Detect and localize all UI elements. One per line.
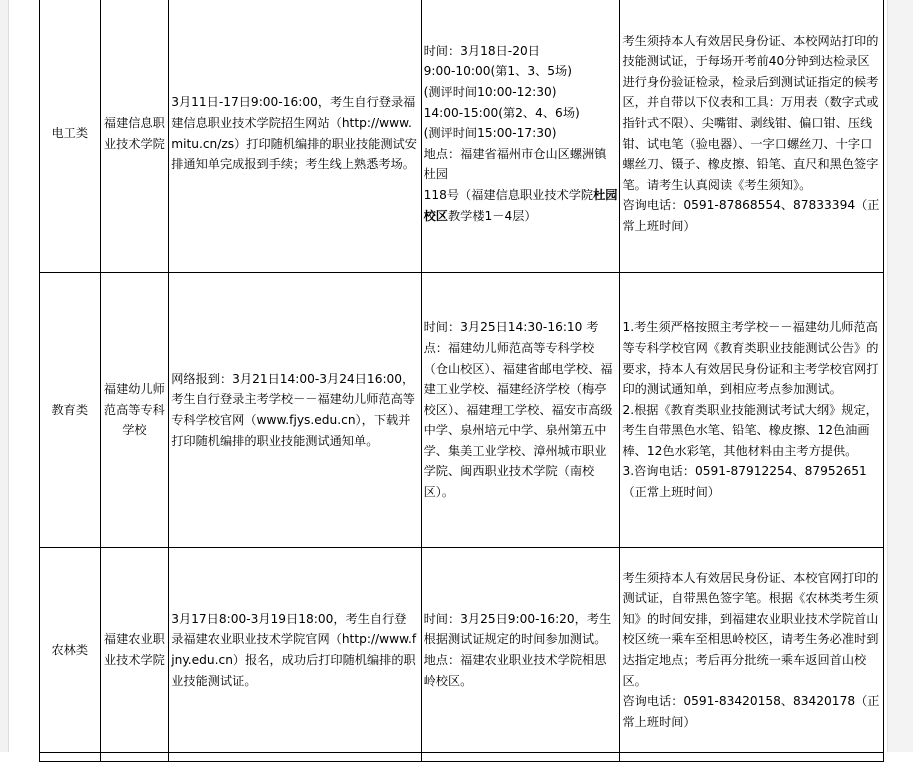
test-time-place-cell <box>421 0 620 273</box>
test-time-place-cell: 时间：3月25日9:00-16:20，考生根据测试证规定的时间参加测试。 地点：福建农业职业技术学院相思岭校区。 <box>421 548 620 753</box>
notes-text: 考生须持本人有效居民身份证、本校官网打印的测试证，自带黑色签字笔。根据《农林类考生须知》的时间安排，到福建农业职业技术学院首山校区统一乘车至相思岭校区，请考生务必准时到达指定地点；考后再分批统一乘车返回首山校区。 <box>622 570 879 688</box>
category-cell: 教育类 <box>40 273 101 548</box>
test-line: (测评时间10:00-12:30) <box>423 85 557 100</box>
table-row <box>40 548 884 753</box>
table-row <box>40 0 884 273</box>
test-line: 时间：3月18日-20日 <box>423 43 540 58</box>
registration-cell: 3月11日-17日9:00-16:00，考生自行登录福建信息职业技术学院招生网站（http://www.mitu.cn/zs）打印随机编排的职业技能测试安排通知单完成报到手续；考生线上熟悉考场。 <box>169 0 421 273</box>
registration-cell: 网络报到：3月21日14:00-3月24日16:00，考生自行登录主考学校－－福建幼儿师范高等专科学校官网（www.fjys.edu.cn），下载并打印随机编排的职业技能测试通知单。 <box>169 273 421 548</box>
notes-item: 1.考生须严格按照主考学校－－福建幼儿师范高等专科学校官网《教育类职业技能测试公告》的要求，持本人有效居民身份证和主考学校官网打印的测试通知单，到相应考点参加测试。 <box>622 320 879 397</box>
empty-cell <box>40 753 101 762</box>
school-cell: 福建信息职业技术学院 <box>100 0 169 273</box>
phone-text: 咨询电话：0591-87868554、87833394（正常上班时间） <box>622 198 880 233</box>
notes-item-tail: （正常上班时间） <box>622 485 720 500</box>
table-row <box>40 273 884 548</box>
campus-name-bold: 杜园校区 <box>423 187 618 223</box>
notes-cell <box>620 548 884 753</box>
registration-cell: 3月17日8:00-3月19日18:00，考生自行登录福建农业职业技术学院官网（http://www.fjny.edu.cn）报名，成功后打印随机编排的职业技能测试证。 <box>169 548 421 753</box>
school-cell: 福建幼儿师范高等专科学校 <box>100 273 169 548</box>
test-line: 9:00-10:00(第1、3、5场) <box>423 64 573 79</box>
empty-cell <box>620 753 884 762</box>
test-line: 14:00-15:00(第2、4、6场) <box>423 105 580 120</box>
empty-cell <box>421 753 620 762</box>
test-schedule-table <box>39 0 884 762</box>
test-line-tail: 教学楼1－4层） <box>447 208 537 223</box>
category-cell: 电工类 <box>40 0 101 273</box>
table-row <box>40 753 884 762</box>
notes-text: 考生须持本人有效居民身份证、本校网站打印的技能测试证，于每场开考前40分钟到达检录区进行身份验证检录，检录后到测试证指定的候考区，并自带以下仪表和工具：万用表（数字式或指针式不限）、尖嘴钳、剥线钳、偏口钳、压线钳、试电笔（验电器）、一字口螺丝刀、十字口螺丝刀、镊子、橡皮擦、铅笔、直尺和黑色签字笔。请考生认真阅读《考生须知》。 <box>622 33 879 192</box>
test-time-place-cell: 时间：3月25日14:30-16:10 考点：福建幼儿师范高等专科学校（仓山校区）、福建省邮电学校、福建工业学校、福建经济学校（梅亭校区）、福建理工学校、福安市高级中学、泉州培元中学、泉州第五中学、集美工业学校、漳州城市职业学院、闽西职业技术学院（南校区）。 <box>421 273 620 548</box>
phone-text: 咨询电话：0591-83420158、83420178（正常上班时间） <box>622 694 880 729</box>
school-cell: 福建农业职业技术学院 <box>100 548 169 753</box>
category-cell: 农林类 <box>40 548 101 753</box>
notes-cell <box>620 273 884 548</box>
notes-cell <box>620 0 884 273</box>
left-scroll-gutter <box>0 0 9 752</box>
test-line: (测评时间15:00-17:30) <box>423 126 557 141</box>
empty-cell <box>169 753 421 762</box>
empty-cell <box>100 753 169 762</box>
test-line: 地点：福建省福州市仓山区螺洲镇杜园 <box>423 146 607 182</box>
notes-item: 3.咨询电话：0591-87912254、87952651 <box>622 464 867 479</box>
right-scroll-gutter <box>887 0 913 752</box>
test-line: 118号（福建信息职业技术学院 <box>423 187 594 202</box>
notes-item: 2.根据《教育类职业技能测试考试大纲》规定，考生自带黑色水笔、铅笔、橡皮擦、12色油画棒、12色水彩笔，其他材料由主考方提供。 <box>622 402 878 458</box>
